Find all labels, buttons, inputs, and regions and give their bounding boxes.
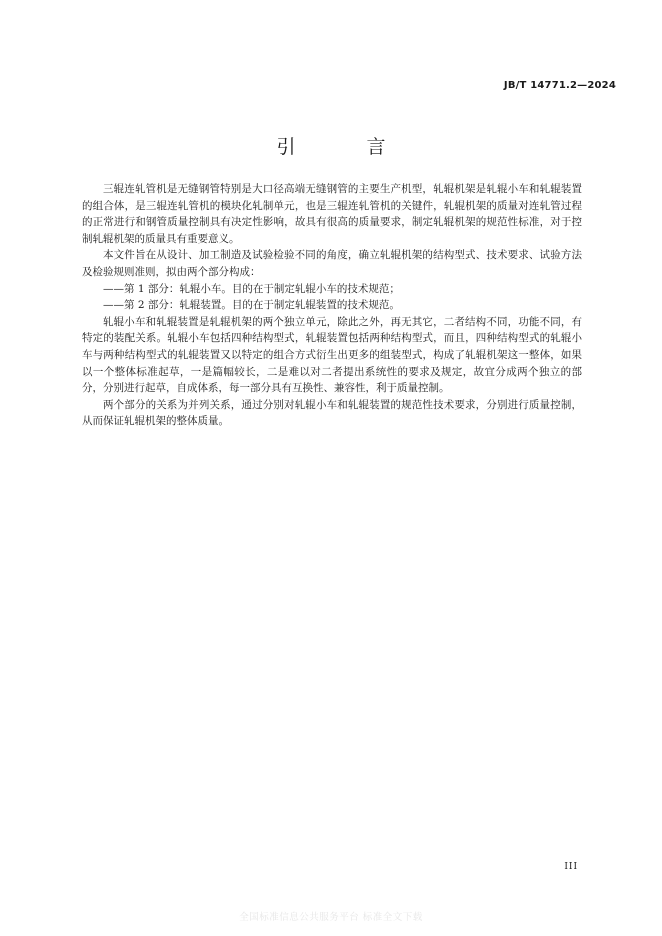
page-number: III <box>564 862 578 872</box>
list-item-part-1: ——第 1 部分：轧辊小车。目的在于制定轧辊小车的技术规范； <box>103 282 400 295</box>
introduction-body <box>82 181 582 430</box>
section-title: 引 言 <box>276 136 412 158</box>
watermark: 全国标准信息公共服务平台 标准全文下载 <box>239 912 423 923</box>
paragraph-units: 轧辊小车和轧辊装置是轧辊机架的两个独立单元，除此之外，再无其它，二者结构不同，功能不同，有特定的装配关系。轧辊小车包括四种结构型式，轧辊装置包括两种结构型式，而且，四种结构型式的轧辊小车与两种结构型式的轧辊装置又以特定的组合方式衍生出更多的组装型式，构成了轧辊机架这一整体，如果以一个整体标准起草，一是篇幅较长，二是难以对二者提出系统性的要求及规定，故宜分成两个独立的部分，分别进行起草，自成体系，每一部分具有互换性、兼容性，利于质量控制。 <box>82 315 582 395</box>
list-item-part-2: ——第 2 部分：轧辊装置。目的在于制定轧辊装置的技术规范。 <box>103 299 400 312</box>
paragraph-intro: 三辊连轧管机是无缝钢管特别是大口径高端无缝钢管的主要生产机型，轧辊机架是轧辊小车和轧辊装置的组合体，是三辊连轧管机的模块化轧制单元，也是三辊连轧管机的关键件，轧辊机架的质量对连轧管过程的正常进行和钢管质量控制具有决定性影响，故具有很高的质量要求，制定轧辊机架的规范性标准，对于控制轧辊机架的质量具有重要意义。 <box>82 183 582 245</box>
paragraph-purpose: 本文件旨在从设计、加工制造及试验检验不同的角度，确立轧辊机架的结构型式、技术要求、试验方法及检验规则准则，拟由两个部分构成： <box>82 249 582 278</box>
standard-code: JB/T 14771.2—2024 <box>503 80 616 91</box>
paragraph-relation: 两个部分的关系为并列关系，通过分别对轧辊小车和轧辊装置的规范性技术要求，分别进行质量控制，从而保证轧辊机架的整体质量。 <box>82 398 582 428</box>
